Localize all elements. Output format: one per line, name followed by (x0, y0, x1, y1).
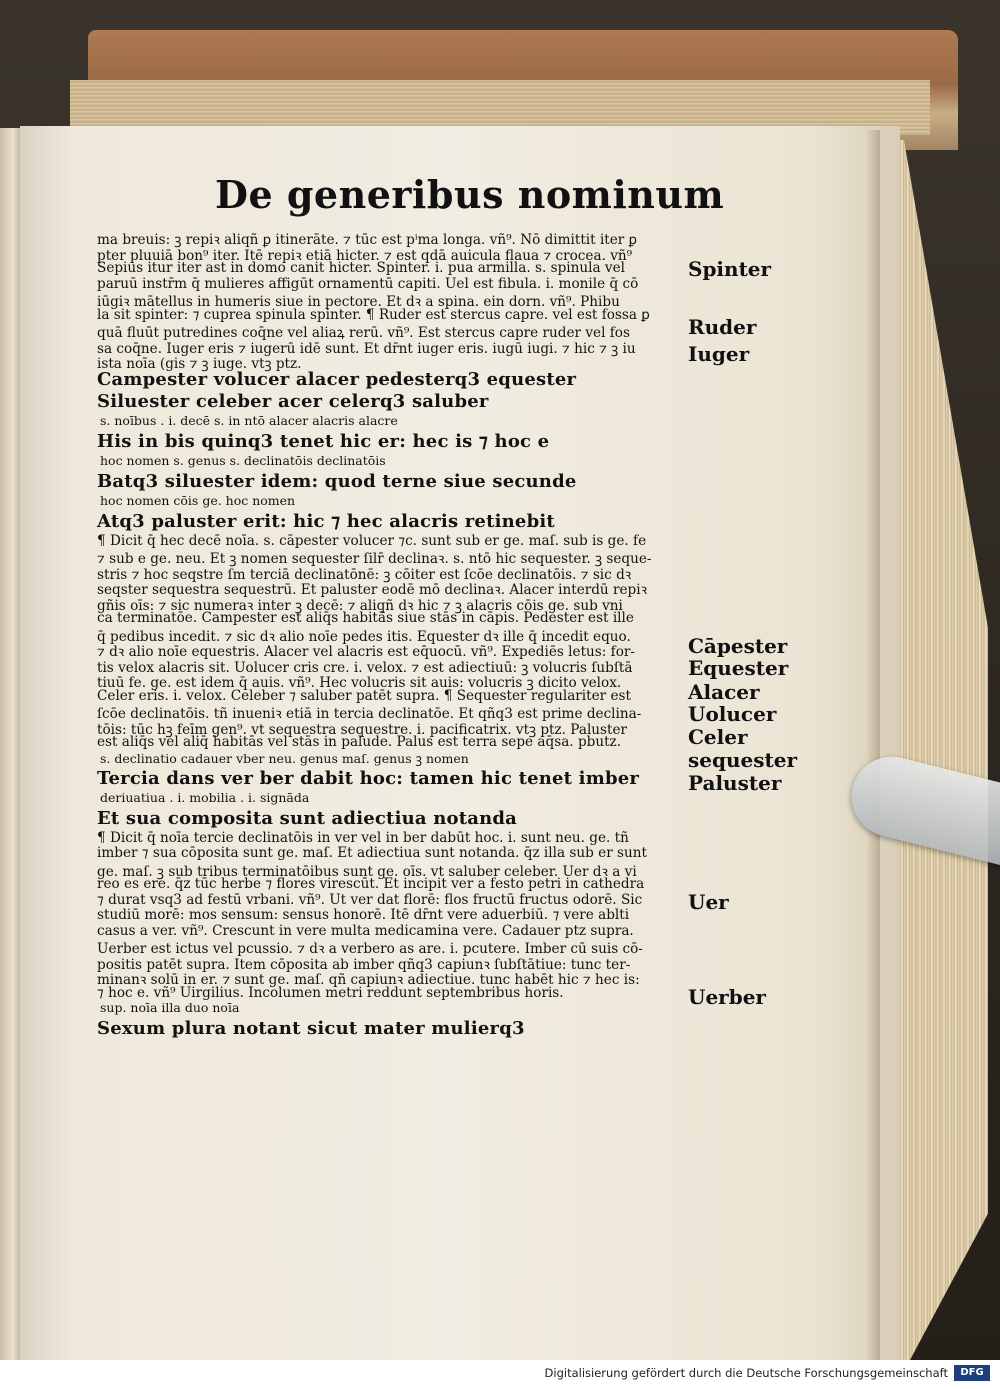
body-line: casus a ver. vñ⁹. Crescunt in vere multa medicamina vere. Cadauer ptz supra. (97, 922, 634, 939)
verse-line: Batq3 siluester idem: quod terne siue secunde (97, 470, 577, 492)
margin-note-volucer: Uolucer (688, 702, 777, 726)
margin-note-spinter: Spinter (688, 257, 772, 281)
margin-note-sequester: sequester (688, 748, 797, 772)
body-line: tiuū fe. ge. est idem q̄ auis. vñ⁹. Hec volucris sit auis: volucris ꝫ dicito velox. (97, 675, 622, 691)
body-line: tis velox alacris sit. Uolucer cris cre. i. velox. ⁊ est adiectiuū: ꝫ volucris ſubſtā (97, 659, 633, 676)
body-line: stris ⁊ hoc seqstre ſm terciā declinatōnē: ꝫ cōiter est ſcōe declinatōis. ⁊ sic dꝛ (97, 566, 632, 583)
gloss-line: sup. noīa illa duo noīa (100, 1000, 240, 1015)
margin-note-ver: Uer (688, 890, 729, 914)
body-line: ¶ Dicit q̄ hec decē noīa. s. cāpester volucer ⁊c. sunt sub er ge. maſ. sub is ge. fe (97, 532, 647, 549)
margin-note-verber: Uerber (688, 985, 766, 1009)
body-line: ma breuis: ꝫ repiꝛ aliqñ ꝑ itinerāte. ⁊ tūc est pⁱma longa. vñ⁹. Nō dimittit iter ꝑ (97, 232, 637, 248)
body-line: ca terminatōe. Campester est aliq̄s habitās siue stās in cāpis. Pedester est ille (97, 610, 634, 626)
margin-note-ruder: Ruder (688, 315, 757, 339)
body-line: imber ⁊ sua cōposita sunt ge. maſ. Et adiectiua sunt notanda. q̄z illa sub er sunt (97, 845, 647, 861)
body-line: paruū instr̄m q̄ mulieres affigūt ornamentū capiti. Uel est fibula. i. monile q̄ cō (97, 275, 639, 292)
gloss-line: s. noībus . i. decē s. in ntō alacer alacris alacre (100, 412, 398, 428)
body-line: ⁊ durat vsq3 ad festū vrbani. vñ⁹. Ut ver dat florē: flos fructū fructus odorē. Sic (97, 891, 643, 908)
body-line: q̄ pedibus incedit. ⁊ sic dꝛ alio noīe pedes itis. Equester dꝛ ille q̄ incedit equo. (97, 628, 631, 645)
margin-note-equester: Equester (688, 656, 789, 680)
verse-line: Tercia dans ver ber dabit hoc: tamen hic tenet imber (97, 767, 640, 789)
page-shadow (866, 130, 880, 1360)
facing-page-edge (0, 128, 22, 1360)
body-line: seqster sequestra sequestrū. Et paluster eodē mō declinaꝛ. Alacer interdū repiꝛ (97, 582, 648, 598)
body-line: positis patēt supra. Item cōposita ab imber qñq3 capiunꝛ ſubſtātiue: tunc ter- (97, 956, 631, 973)
body-line: tōis: tūc hꝫ feīm gen⁹. vt sequestra sequestre. i. pacificatrix. vtꝫ ptz. Paluster (97, 721, 628, 738)
gloss-line: s. declinatio cadauer vber neu. genus maſ. genus ꝫ nomen (100, 750, 469, 766)
body-line: ⁊ sub e ge. neu. Et ꝫ nomen sequester ſilr̄ declinaꝛ. s. ntō hic sequester. ꝫ seque- (97, 551, 652, 567)
verse-line: Et sua composita sunt adiectiua notanda (97, 807, 518, 829)
gloss-line: hoc nomen cōis ge. hoc nomen (100, 492, 296, 508)
body-line: la sit spinter: ⁊ cuprea spinula spinter. ¶ Ruder est stercus capre. vel est fossa ꝑ (97, 306, 650, 323)
body-line: Sepius itur iter ast in domo canit hicter. Spinter. i. pua armilla. s. spinula vel (97, 260, 625, 276)
body-line: ⁊ dꝛ alio noīe equestris. Alacer vel alacris est eq̄uocū. vñ⁹. Expediēs letus: for- (97, 644, 635, 660)
body-line: ge. maſ. ꝫ sub tribus terminatōibus sunt ge. oīs. vt saluber celeber. Uer dꝛ a vi (97, 863, 637, 880)
body-line: ⁊ hoc e. vñ⁹ Uirgilius. Incolumen metri reddunt septembribus horis. (97, 984, 564, 1001)
body-line: reo es ere. q̄z tūc herbe ⁊ flores virescūt. Et incipit ver a festo petri in cathedra (97, 876, 645, 892)
body-line: est aliq̄s vel aliq̄ habitās vel stās in palude. Palus est terra sepe aq̄sa. pbutz. (97, 734, 622, 750)
body-line: ¶ Dicit q̄ noīa tercie declinatōis in ver vel in ber dabūt hoc. i. sunt neu. ge. tñ (97, 829, 629, 846)
footer (0, 1360, 1000, 1389)
margin-note-celer: Celer (688, 725, 748, 749)
body-line: studiū morē: mos sensum: sensus honorē. Itē dr̄nt vere aduerbiū. ⁊ vere ablti (97, 907, 630, 923)
verse-line: Sexum plura notant sicut mater mulierq3 (97, 1018, 525, 1039)
body-line: quā fluūt putredines coq̄ne vel aliaꝝ rerū. vñ⁹. Est stercus capre ruder vel fos (97, 325, 630, 341)
verse-line: His in bis quinq3 tenet hic er: hec is ⁊ hoc e (97, 430, 550, 452)
body-line: pter pluuiā bon⁹ iter. Itē repiꝛ etiā hicter. ⁊ est qdā auicula flaua ⁊ crocea. vñ⁹ (97, 247, 633, 264)
margin-note-paluster: Paluster (688, 771, 782, 795)
body-line: iūgiꝛ mātellus in humeris siue in pectore. Et dꝛ a spina. ein dorn. vñ⁹. Phibu (97, 294, 620, 310)
body-line: Celer eris. i. velox. Celeber ⁊ saluber patēt supra. ¶ Sequester regulariter est (97, 687, 631, 704)
margin-note-alacer: Alacer (688, 680, 760, 704)
body-line: gñis oīs: ⁊ sic numeraꝛ inter ꝫ decē: ⁊ aliqñ dꝛ hic ⁊ ꝫ alacris cōis ge. sub vni (97, 597, 623, 614)
dfg-logo: DFG (954, 1365, 990, 1381)
gloss-line: hoc nomen s. genus s. declinatōis declinatōis (100, 452, 386, 468)
body-line: ſcōe declinatōis. tñ inueniꝛ etiā in tercia declinatōe. Et qñq3 est prime declina- (97, 706, 642, 722)
verse-line: Campester volucer alacer pedesterq3 equester (97, 368, 577, 390)
funding-credit: Digitalisierung gefördert durch die Deutsche Forschungsgemeinschaft (544, 1366, 948, 1380)
verse-line: Siluester celeber acer celerq3 saluber (97, 390, 489, 412)
page-heading: De generibus nominum (215, 172, 725, 217)
verse-line: Atq3 paluster erit: hic ⁊ hec alacris retinebit (97, 510, 555, 532)
gloss-line: deriuatiua . i. mobilia . i. signāda (100, 789, 310, 805)
body-line: Uerber est ictus vel pcussio. ⁊ dꝛ a verbero as are. i. pcutere. Imber cū suis cō- (97, 941, 643, 957)
body-line: ista noīa (gis ⁊ ꝫ iuge. vtꝫ ptz. (97, 356, 302, 372)
body-line: sa coq̄ne. Iuger eris ⁊ iugerū idē sunt. Et dr̄nt iuger eris. iugū iugi. ⁊ hic ⁊ ꝫ iu (97, 340, 636, 357)
body-line: minanꝛ solū in er. ⁊ sunt ge. maſ. qñ capiunꝛ adiectiue. tunc habēt hic ⁊ hec is: (97, 972, 640, 988)
margin-note-iuger: Iuger (688, 342, 750, 366)
margin-note-campester: Cāpester (688, 634, 788, 658)
